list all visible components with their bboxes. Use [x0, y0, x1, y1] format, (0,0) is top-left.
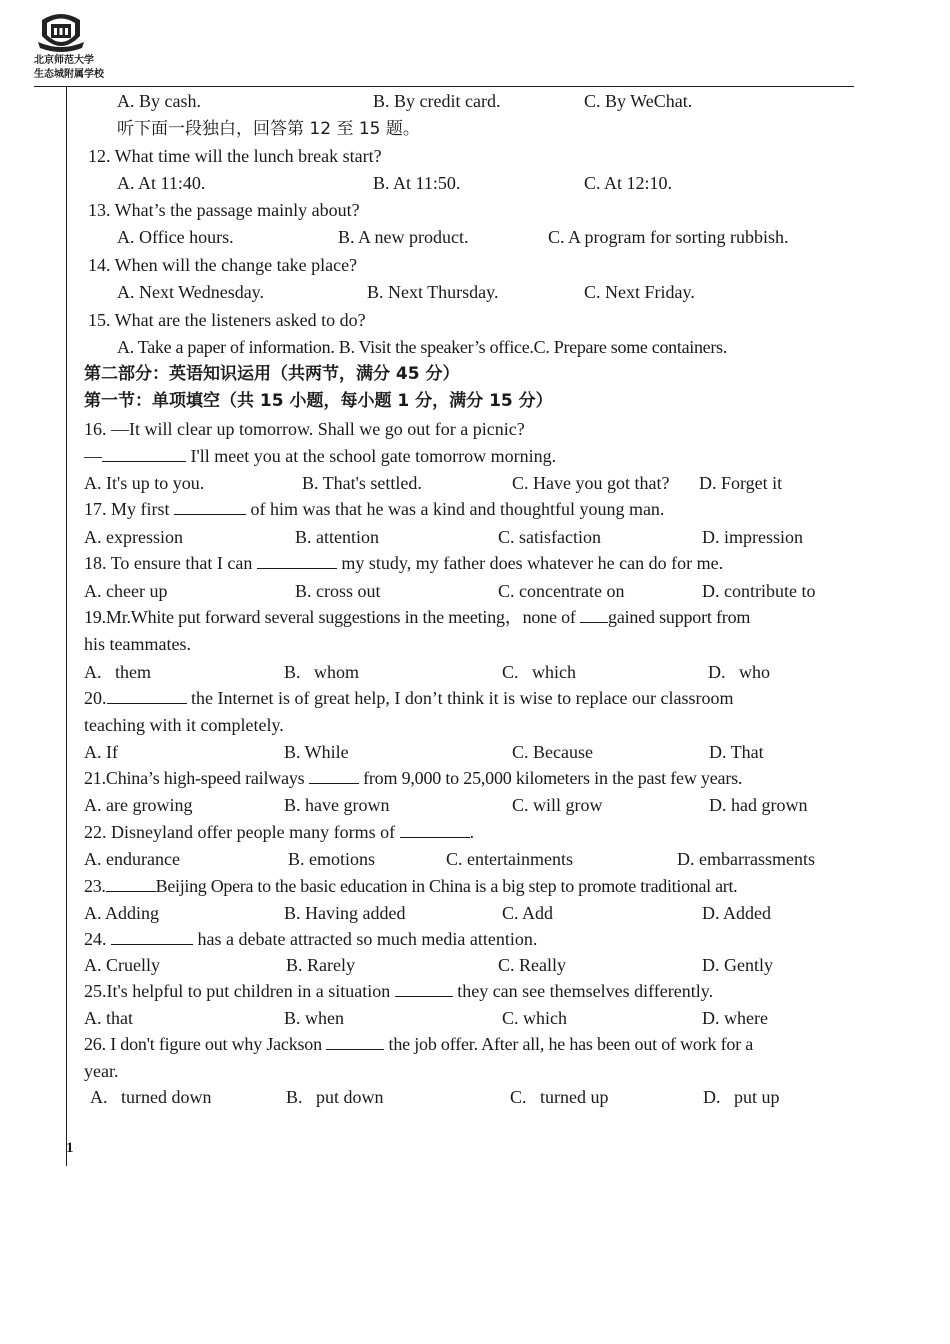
question-stem: gained support from [608, 607, 751, 627]
question-stem-line [84, 875, 737, 897]
option: C. Really [498, 955, 566, 975]
option: A. turned down [90, 1087, 212, 1107]
question-stem-line [84, 980, 713, 1002]
option: B. cross out [295, 581, 381, 601]
option: C. A program for sorting rubbish. [548, 227, 789, 247]
question-stem: 22. Disneyland offer people many forms of [84, 822, 396, 842]
option: C. which [502, 662, 576, 682]
question-stem: has a debate attracted so much media attention. [197, 929, 538, 949]
option: C. satisfaction [498, 527, 601, 547]
answer-blank [111, 928, 193, 945]
question-stem: 23. [84, 876, 106, 896]
option: A. that [84, 1008, 133, 1028]
option: A. them [84, 662, 151, 682]
question-stem: the job offer. After all, he has been out of work for a [388, 1034, 754, 1054]
option: B. By credit card. [373, 91, 501, 111]
question-stem: of him was that he was a kind and thoughtful young man. [250, 499, 665, 519]
question-stem: my study, my father does whatever he can do for me. [341, 553, 724, 573]
question-stem-line [84, 498, 664, 520]
dash: — [84, 446, 102, 466]
option: D. Forget it [699, 473, 783, 493]
question-stem-line [84, 767, 742, 789]
question-stem-line [84, 552, 723, 574]
question-stem-line [84, 687, 734, 709]
option: C. turned up [510, 1087, 609, 1107]
question-stem: 14. When will the change take place? [88, 255, 358, 275]
answer-blank [395, 980, 453, 997]
question-stem: 13. What’s the passage mainly about? [88, 200, 360, 220]
question-stem-line [84, 821, 474, 843]
option: D. where [702, 1008, 768, 1028]
option: C. By WeChat. [584, 91, 693, 111]
question-stem: 16. —It will clear up tomorrow. Shall we go out for a picnic? [84, 419, 525, 439]
question-stem: 24. [84, 929, 107, 949]
answer-blank [326, 1033, 384, 1050]
option: B. While [284, 742, 349, 762]
option: C. Prepare some containers. [533, 337, 727, 357]
question-stem: his teammates. [84, 634, 191, 654]
question-stem: 20. [84, 688, 107, 708]
question-stem: . [469, 822, 475, 842]
header-rule [34, 86, 854, 87]
option: A. Cruelly [84, 955, 160, 975]
section-heading: 第一节：单项填空（共 15 小题，每小题 1 分，满分 15 分） [84, 391, 553, 411]
option: A. cheer up [84, 581, 168, 601]
option: D. who [708, 662, 770, 682]
option: B. have grown [284, 795, 390, 815]
option: C. Add [502, 903, 554, 923]
option: B. whom [284, 662, 360, 682]
option: C. Because [512, 742, 593, 762]
option: A. It's up to you. [84, 473, 205, 493]
option: D. impression [702, 527, 803, 547]
option: A. Next Wednesday. [117, 282, 265, 302]
option: B. attention [295, 527, 379, 547]
question-stem: 17. My first [84, 499, 170, 519]
option: D. That [709, 742, 764, 762]
question-stem: they can see themselves differently. [457, 981, 714, 1001]
option: C. Next Friday. [584, 282, 695, 302]
question-stem: 15. What are the listeners asked to do? [88, 310, 366, 330]
answer-blank [107, 687, 187, 704]
option: B. put down [286, 1087, 384, 1107]
question-stem: teaching with it completely. [84, 715, 284, 735]
option: B. emotions [288, 849, 376, 869]
option: C. will grow [512, 795, 603, 815]
option: B. when [284, 1008, 344, 1028]
option: A. Adding [84, 903, 160, 923]
option: C. which [502, 1008, 567, 1028]
option: D. Added [702, 903, 771, 923]
option: B. Rarely [286, 955, 355, 975]
question-stem: 21.China’s high-speed railways [84, 768, 305, 788]
option: B. At 11:50. [373, 173, 461, 193]
answer-blank [400, 821, 470, 838]
binding-margin-line [66, 86, 67, 1166]
question-stem-line [84, 445, 556, 467]
option: C. concentrate on [498, 581, 625, 601]
question-stem: 19.Mr.White put forward several suggestions in the meeting，none of [84, 607, 576, 627]
answer-blank [257, 552, 337, 569]
question-stem: 25.It's helpful to put children in a situation [84, 981, 391, 1001]
question-stem: the Internet is of great help, I don’t think it is wise to replace our classroom [191, 688, 734, 708]
answer-blank [174, 498, 246, 515]
option: D. put up [703, 1087, 780, 1107]
monologue-instruction: 听下面一段独白，回答第 12 至 15 题。 [117, 119, 420, 139]
school-logo-icon [36, 6, 86, 56]
option: A. Office hours. [117, 227, 234, 247]
option: B. Next Thursday. [367, 282, 499, 302]
school-name-line2: 生态城附属学校 [34, 69, 104, 80]
question-stem-line [84, 606, 750, 628]
question-stem: year. [84, 1061, 119, 1081]
option: A. At 11:40. [117, 173, 206, 193]
option: A. are growing [84, 795, 193, 815]
option: D. had grown [709, 795, 808, 815]
option: A. expression [84, 527, 183, 547]
answer-blank [309, 767, 359, 784]
option: B. A new product. [338, 227, 469, 247]
option: D. Gently [702, 955, 773, 975]
option: C. Have you got that? [512, 473, 670, 493]
option: C. At 12:10. [584, 173, 673, 193]
option: A. endurance [84, 849, 180, 869]
option: D. contribute to [702, 581, 816, 601]
question-stem: from 9,000 to 25,000 kilometers in the past few years. [363, 768, 743, 788]
option: B. Visit the speaker’s office. [338, 337, 534, 357]
school-name-line1: 北京师范大学 [34, 55, 94, 66]
page-number: 1 [66, 1140, 74, 1156]
option: B. Having added [284, 903, 406, 923]
question-stem: 12. What time will the lunch break start? [88, 146, 382, 166]
option: A. By cash. [117, 91, 201, 111]
option-line [117, 336, 727, 358]
question-stem-line [84, 1033, 753, 1055]
option: A. Take a paper of information. [117, 337, 335, 357]
part-heading: 第二部分：英语知识运用（共两节，满分 45 分） [84, 364, 460, 384]
option: A. If [84, 742, 118, 762]
answer-blank [102, 445, 186, 462]
question-stem-line [84, 928, 537, 950]
question-stem: Beijing Opera to the basic education in China is a big step to promote traditional art. [155, 876, 738, 896]
option: B. That's settled. [302, 473, 422, 493]
question-stem: 26. I don't figure out why Jackson [84, 1034, 322, 1054]
answer-blank [106, 875, 156, 892]
question-stem: I'll meet you at the school gate tomorrow morning. [190, 446, 557, 466]
answer-blank [580, 606, 608, 623]
question-stem: 18. To ensure that I can [84, 553, 253, 573]
option: C. entertainments [446, 849, 573, 869]
option: D. embarrassments [677, 849, 815, 869]
